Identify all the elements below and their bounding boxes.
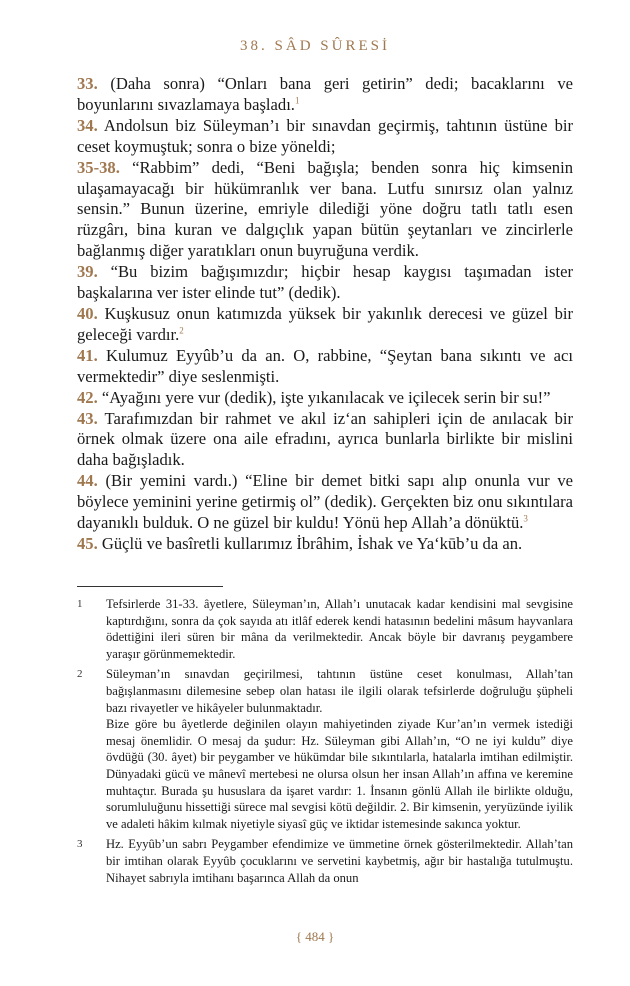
- footnote-text: Bize göre bu âyetlerde değinilen olayın mahiyetinden ziyade Kur’an’ın vermek istediği mesaj önemlidir. O mesaj da şudur: Hz. Süleyman gibi Allah’ın, “O ne iyi kuldu” diye övdüğü (30. âyet) bir peygamber ve hükümdar bile sıkıntılarla, hatalarla imtihan edilmiştir. Dünyadaki gücü ve mânevî mertebesi ne olursa olsun her insan Allah’ın affına ve keremine muhtaçtır. Burada şu hususlara da işaret vardır: 1. İnsanın gönlü Allah ile birlikte olduğu, sorumluluğunu hissettiği sürece mal sevgisi kötü değildir. 2. Bir kimsenin, yeryüzünde iyilik ve adaleti hâkim kılmak niyetiyle siyasî güç ve iktidar istemesinde sakınca yoktur.: [106, 717, 573, 831]
- footnote: [77, 596, 573, 662]
- verse-number: 33.: [77, 74, 98, 93]
- verse-text: Kulumuz Eyyûb’u da an. O, rabbine, “Şeytan bana sıkıntı ve acı vermektedir” diye seslenmişti.: [77, 345, 573, 386]
- footnote-text: Hz. Eyyûb’un sabrı Peygamber efendimize ve ümmetine örnek gösterilmektedir. Allah’tan bir imtihan olarak Eyyûb çocuklarını ve servetini kaybetmiş, ağır bir hastalığa tutulmuştu. Nihayet sabrıyla imtihanı başarınca Allah da onun: [106, 837, 573, 885]
- verse-number: 45.: [77, 533, 98, 553]
- verse-number: 34.: [77, 115, 98, 135]
- footnote-separator: [77, 586, 223, 587]
- verse-number: 43.: [77, 408, 98, 428]
- verse: [77, 74, 573, 116]
- verse: [77, 471, 573, 534]
- surah-header: 38. SÂD SÛRESİ: [240, 38, 390, 54]
- footnote: [77, 666, 573, 832]
- verse-list: [77, 74, 573, 555]
- verse-number: 44.: [77, 471, 98, 491]
- left-ornament-icon: {: [295, 929, 302, 944]
- verse: [77, 388, 573, 409]
- footnote-list: [77, 596, 573, 890]
- footnote-number: 3: [77, 838, 83, 851]
- verse: [77, 158, 573, 263]
- verse-text: Güçlü ve basîretli kullarımız İbrâhim, İshak ve Ya‘kūb’u da an.: [101, 533, 523, 553]
- page-number: [0, 929, 630, 945]
- verse-number: 39.: [77, 262, 98, 282]
- footnote-ref[interactable]: 2: [179, 325, 184, 336]
- verse-text: Tarafımızdan bir rahmet ve akıl iz‘an sahipleri için de anılacak bir örnek olmak üzere ona aile efradını, ayrıca bunlarla birlikte bir mislini daha bağışladık.: [77, 408, 574, 470]
- footnote-text: Süleyman’ın sınavdan geçirilmesi, tahtının üstüne ceset konulması, Allah’tan bağışlanmasını dilemesine sebep olan hatası ile ilgili olarak tefsirlerde doğruluğu şüpheli bazı rivayetler ve hikâyeler bulunmaktadır.: [106, 667, 573, 715]
- verse-text: Kuşkusuz onun katımızda yüksek bir yakınlık derecesi ve güzel bir geleceği vardır.: [77, 303, 573, 344]
- verse-text: Andolsun biz Süleyman’ı bir sınavdan geçirmiş, tahtının üstüne bir ceset koymuştuk; sonra o bize yöneldi;: [77, 115, 573, 156]
- verse-number: 40.: [77, 303, 98, 323]
- footnote-ref[interactable]: 3: [523, 513, 528, 524]
- verse-number: 42.: [77, 387, 98, 407]
- verse: [77, 534, 573, 555]
- footnote-number: 1: [77, 598, 83, 610]
- verse-text: “Ayağını yere vur (dedik), işte yıkanılacak ve içilecek serin bir su!”: [101, 387, 551, 407]
- footnote-number: 2: [77, 668, 83, 681]
- verse-number: 41.: [77, 345, 98, 365]
- footnote: [77, 836, 573, 886]
- verse: [77, 116, 573, 158]
- verse-text: (Daha sonra) “Onları bana geri getirin” dedi; bacaklarını ve boyunlarını sıvazlamaya başladı.: [77, 74, 573, 114]
- verse: [77, 262, 573, 304]
- verse-text: (Bir yemini vardı.) “Eline bir demet bitki sapı alıp onunla vur ve böylece yeminini yerine getirmiş ol” (dedik). Gerçekten biz onu sıkıntılara dayanıklı bulduk. O ne güzel bir kuldu! Yönü hep Allah’a dönüktü.: [77, 471, 574, 533]
- verse-text: “Bu bizim bağışımızdır; hiçbir hesap kaygısı taşımadan ister başkalarına ver ister elinde tut” (dedik).: [77, 262, 574, 303]
- footnote-text: Tefsirlerde 31-33. âyetlere, Süleyman’ın, Allah’ı unutacak kadar kendisini mal sevgisine kaptırdığını, sonra da çok sayıda atı itlâf ederek kendi hatasının bedelini mâsum hayvanlara ödettiğini ileri süren bir mâna da verilmektedir. Ancak böyle bir davranış peygambere yaraşır görünmemektedir.: [106, 597, 573, 661]
- verse: [77, 304, 573, 346]
- page-number-text: 484: [305, 929, 325, 944]
- verse-number: 35-38.: [77, 157, 120, 177]
- right-ornament-icon: }: [328, 929, 335, 944]
- verse: [77, 346, 573, 388]
- verse: [77, 409, 573, 472]
- footnote-ref[interactable]: 1: [294, 95, 300, 106]
- verse-text: “Rabbim” dedi, “Beni bağışla; benden sonra hiç kimsenin ulaşamayacağı bir hükümranlık ver bana. Lutfu sınırsız olan yalnız sensin.” Bunun üzerine, emriyle dilediği yöne doğru tatlı tatlı esen rüzgârı, bina kuran ve dalgıçlık yapan bütün şeytanları ve zincirlerle bağlanmış diğer yaratıkları onun buyruğuna verdik.: [77, 157, 573, 261]
